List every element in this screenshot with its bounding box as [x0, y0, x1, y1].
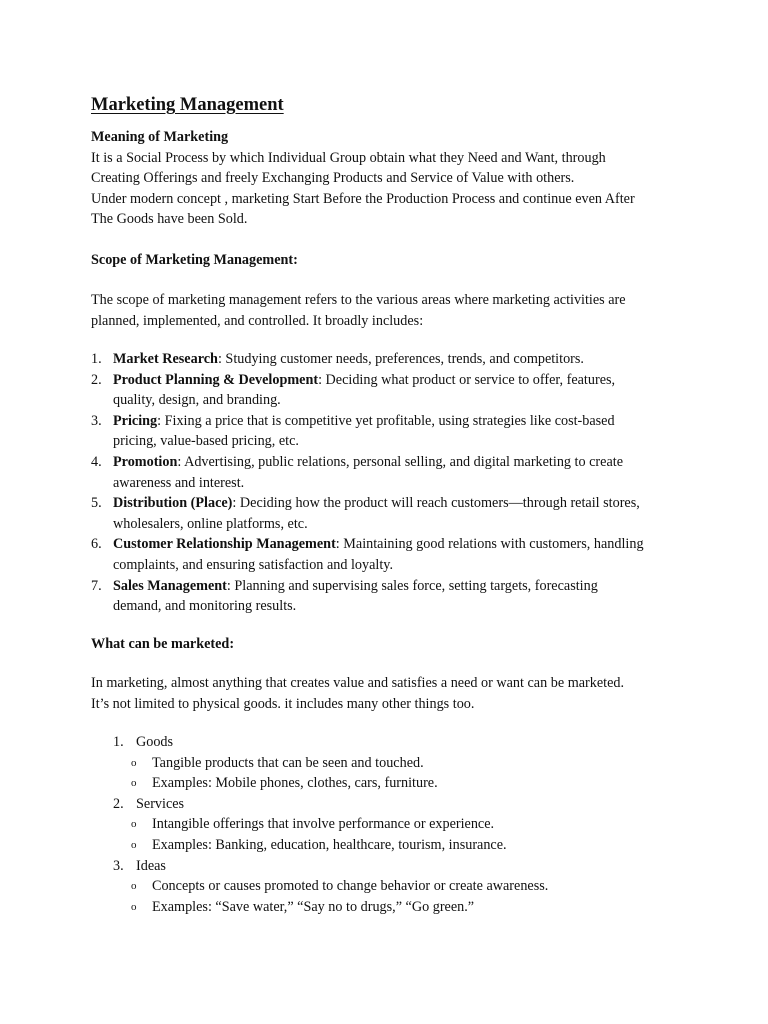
list-item-continuation: quality, design, and branding. [113, 392, 281, 409]
list-item [113, 732, 673, 753]
circle-bullet-icon: o [131, 756, 137, 769]
meaning-section [91, 127, 691, 230]
meaning-line-4: The Goods have been Sold. [91, 211, 248, 228]
list-item-text: : Advertising, public relations, personal selling, and digital marketing to create [177, 453, 623, 470]
scope-intro-line-1: The scope of marketing management refers to the various areas where marketing activities are [91, 292, 626, 308]
list-item-term: Product Planning & Development [113, 371, 319, 388]
list-item [91, 349, 691, 370]
list-item [91, 493, 691, 534]
list-number: 3. [91, 412, 102, 429]
scope-section-heading-wrap [91, 250, 691, 271]
marketed-heading: What can be marketed: [91, 636, 235, 652]
list-item-term: Pricing [113, 412, 158, 429]
list-number: 1. [91, 351, 102, 367]
list-item [91, 411, 691, 452]
list-item-continuation: pricing, value-based pricing, etc. [113, 433, 299, 450]
scope-intro [91, 290, 691, 331]
list-number: 5. [91, 495, 102, 512]
list-number: 3. [113, 857, 124, 874]
circle-bullet-icon: o [131, 880, 137, 893]
list-item [91, 534, 691, 575]
meaning-line-1: It is a Social Process by which Individual Group obtain what they Need and Want, through [91, 149, 606, 166]
sub-list-item-text: Concepts or causes promoted to change behavior or create awareness. [152, 878, 549, 895]
sub-list-item-text: Tangible products that can be seen and touched. [152, 754, 424, 771]
list-number: 2. [113, 795, 124, 812]
marketed-list [113, 732, 673, 917]
list-item-text: : Studying customer needs, preferences, trends, and competitors. [217, 351, 584, 367]
sub-list-item-text: Examples: Mobile phones, clothes, cars, furniture. [152, 775, 438, 792]
list-item-text: : Planning and supervising sales force, setting targets, forecasting [226, 577, 598, 594]
list-item-label: Services [136, 795, 185, 812]
list-item-text: : Maintaining good relations with customers, handling [335, 536, 644, 553]
list-item-continuation: awareness and interest. [113, 474, 245, 491]
list-item-term: Distribution (Place) [113, 495, 233, 512]
list-item-label: Goods [136, 734, 174, 750]
sub-list-item [113, 876, 673, 897]
sub-list-item-text: Examples: “Save water,” “Say no to drugs,” “Go green.” [152, 898, 475, 915]
sub-list-item [113, 753, 673, 774]
list-item-term: Promotion [113, 453, 178, 470]
list-item [91, 452, 691, 493]
list-number: 6. [91, 536, 102, 553]
meaning-line-2: Creating Offerings and freely Exchanging Products and Service of Value with others. [91, 170, 575, 187]
circle-bullet-icon: o [131, 838, 137, 851]
scope-list [91, 349, 691, 617]
list-item [113, 856, 673, 877]
list-item-text: : Deciding how the product will reach customers—through retail stores, [232, 495, 640, 512]
list-item-text: : Fixing a price that is competitive yet profitable, using strategies like cost-based [157, 412, 615, 429]
list-number: 1. [113, 734, 124, 750]
list-item-continuation: wholesalers, online platforms, etc. [113, 515, 308, 532]
meaning-line-3: Under modern concept , marketing Start Before the Production Process and continue even After [91, 190, 635, 207]
circle-bullet-icon: o [131, 818, 137, 831]
list-number: 7. [91, 577, 102, 594]
list-item-continuation: complaints, and ensuring satisfaction and loyalty. [113, 556, 394, 573]
scope-heading: Scope of Marketing Management: [91, 252, 298, 268]
sub-list-item [113, 814, 673, 835]
circle-bullet-icon: o [131, 777, 137, 790]
list-item [91, 370, 691, 411]
circle-bullet-icon: o [131, 900, 137, 913]
list-item-label: Ideas [136, 857, 166, 874]
marketed-intro-line-1: In marketing, almost anything that creates value and satisfies a need or want can be marketed. [91, 675, 625, 691]
list-item-term: Sales Management [113, 577, 227, 594]
list-item-continuation: demand, and monitoring results. [113, 598, 297, 615]
list-item-term: Customer Relationship Management [113, 536, 336, 553]
sub-list-item [113, 835, 673, 856]
sub-list-item-text: Intangible offerings that involve performance or experience. [152, 816, 495, 833]
marketed-intro-line-2: It’s not limited to physical goods. it includes many other things too. [91, 695, 475, 712]
list-number: 2. [91, 371, 102, 388]
list-number: 4. [91, 453, 102, 470]
sub-list-item [113, 773, 673, 794]
list-item-text: : Deciding what product or service to offer, features, [318, 371, 616, 388]
marketed-heading-wrap [91, 634, 691, 655]
list-item [91, 576, 691, 617]
document-title: Marketing Management [91, 95, 284, 115]
sub-list-item [113, 897, 673, 918]
list-item-term: Market Research [113, 351, 218, 367]
scope-intro-line-2: planned, implemented, and controlled. It broadly includes: [91, 312, 424, 329]
meaning-heading: Meaning of Marketing [91, 129, 229, 145]
sub-list-item-text: Examples: Banking, education, healthcare, tourism, insurance. [152, 836, 507, 853]
marketed-intro [91, 673, 691, 714]
list-item [113, 794, 673, 815]
